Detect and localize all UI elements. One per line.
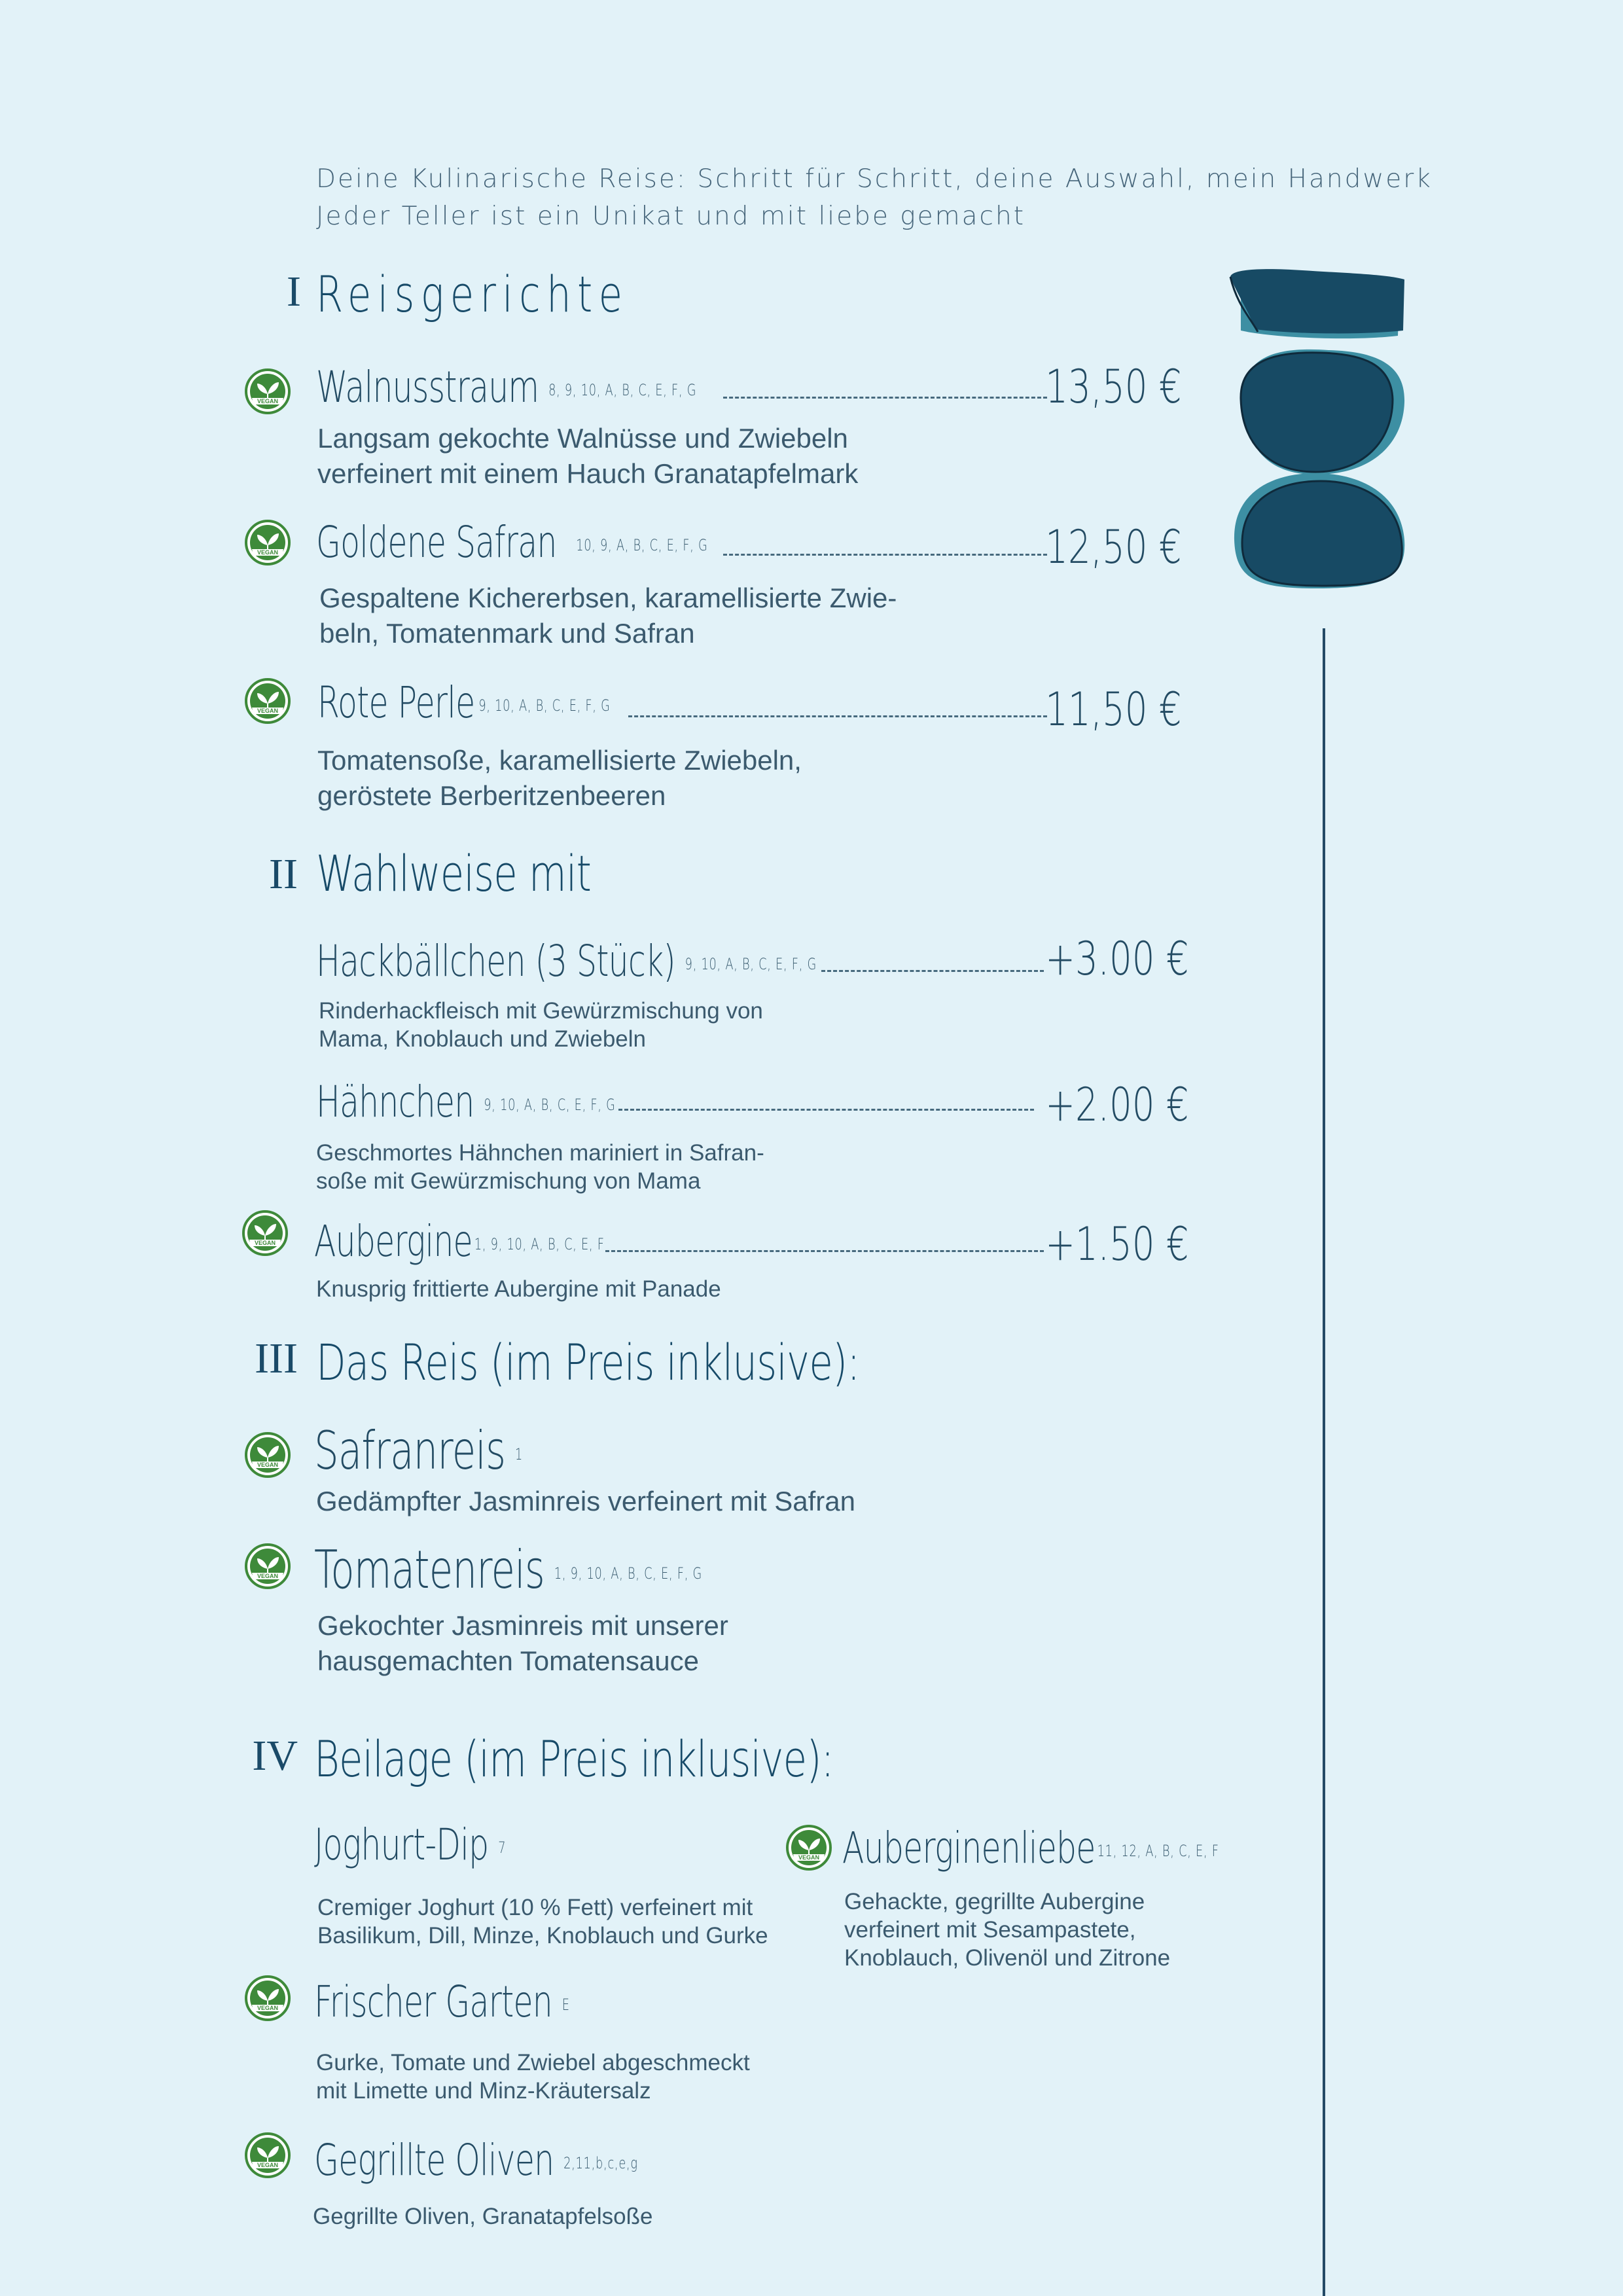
item-frischer-garten-name: Frischer Garten E (314, 1977, 570, 2027)
dotted-leader (723, 554, 1047, 556)
vegan-icon (244, 1431, 291, 1479)
item-auberginenliebe-name: Auberginenliebe 11, 12, A, B, C, E, F (842, 1823, 1219, 1873)
item-frischer-garten-description: Gurke, Tomate und Zwiebel abgeschmeckt mit Limette und Minz-Kräutersalz (316, 2050, 750, 2104)
vegan-icon (244, 1975, 291, 2022)
item-joghurt-dip-description: Cremiger Joghurt (10 % Fett) verfeinert mit Basilikum, Dill, Minze, Knoblauch und Gurke (317, 1895, 768, 1948)
allergens: 11, 12, A, B, C, E, F (1097, 1842, 1219, 1860)
dotted-leader (605, 1250, 1044, 1252)
vegan-icon (244, 1543, 291, 1590)
item-safranreis-description: Gedämpfter Jasminreis verfeinert mit Safran (316, 1486, 855, 1516)
item-auberginenliebe-description: Gehackte, gegrillte Aubergine verfeinert mit Sesampastete, Knoblauch, Olivenöl und Zitrone (844, 1889, 1171, 1971)
item-hackbaellchen-name: Hackbällchen (3 Stück) 9, 10, A, B, C, E, F, G (316, 936, 817, 986)
item-walnusstraum-price: 13,50 € (1045, 360, 1182, 414)
section-1-number: I (287, 268, 301, 315)
allergens: 2,11,b,c,e,g (563, 2154, 638, 2172)
vegan-icon (244, 2132, 291, 2179)
item-tomatenreis-name: Tomatenreis 1, 9, 10, A, B, C, E, F, G (314, 1539, 702, 1600)
item-walnusstraum-name: Walnusstraum 8, 9, 10, A, B, C, E, F, G (316, 362, 697, 412)
stone-middle (1241, 353, 1393, 472)
item-rote-perle-name: Rote Perle 9, 10, A, B, C, E, F, G (317, 677, 611, 728)
item-goldene-safran-name: Goldene Safran 10, 9, A, B, C, E, F, G (316, 517, 708, 567)
dotted-leader (618, 1109, 1034, 1111)
item-aubergine-name: Aubergine 1, 9, 10, A, B, C, E, F (314, 1216, 605, 1266)
item-goldene-safran-price: 12,50 € (1045, 520, 1182, 574)
dotted-leader (723, 397, 1047, 399)
vegan-icon (244, 519, 291, 566)
allergens: 1, 9, 10, A, B, C, E, F (474, 1235, 605, 1253)
svg-text:VEGAN: VEGAN (257, 2005, 279, 2011)
section-4-title: Beilage (im Preis inklusive): (314, 1730, 834, 1788)
section-3-title: Das Reis (im Preis inklusive): (316, 1333, 860, 1391)
item-haehnchen-name: Hähnchen 9, 10, A, B, C, E, F, G (316, 1077, 616, 1127)
svg-text:VEGAN: VEGAN (257, 1573, 279, 1579)
allergens: 9, 10, A, B, C, E, F, G (685, 955, 817, 973)
allergens: 1, 9, 10, A, B, C, E, F, G (554, 1564, 702, 1583)
section-4-number: IV (252, 1732, 298, 1780)
item-walnusstraum-description: Langsam gekochte Walnüsse und Zwiebeln verfeinert mit einem Hauch Granatapfelmark (317, 423, 859, 489)
svg-text:VEGAN: VEGAN (257, 708, 279, 714)
item-gegrillte-oliven-name: Gegrillte Oliven 2,11,b,c,e,g (314, 2135, 638, 2185)
allergens: 1 (514, 1445, 524, 1463)
item-joghurt-dip-name: Joghurt-Dip 7 (314, 1820, 507, 1870)
item-goldene-safran-description: Gespaltene Kichererbsen, karamellisierte Zwie- beln, Tomatenmark und Safran (319, 583, 897, 649)
vegan-icon (785, 1824, 832, 1871)
allergens: 9, 10, A, B, C, E, F, G (478, 696, 611, 715)
section-2-title: Wahlweise mit (316, 844, 592, 903)
allergens: 10, 9, A, B, C, E, F, G (576, 536, 708, 554)
item-rote-perle-price: 11,50 € (1045, 683, 1182, 736)
item-aubergine-price: +1.50 € (1045, 1217, 1189, 1271)
svg-text:VEGAN: VEGAN (257, 398, 279, 404)
svg-text:VEGAN: VEGAN (257, 2162, 279, 2168)
item-haehnchen-description: Geschmortes Hähnchen mariniert in Safran- soße mit Gewürzmischung von Mama (316, 1140, 764, 1194)
vegan-icon (244, 677, 291, 725)
section-3-number: III (255, 1335, 298, 1382)
allergens: 8, 9, 10, A, B, C, E, F, G (548, 381, 697, 399)
item-hackbaellchen-description: Rinderhackfleisch mit Gewürzmischung von Mama, Knoblauch und Zwiebeln (319, 998, 763, 1052)
intro (316, 160, 1433, 235)
item-rote-perle-description: Tomatensoße, karamellisierte Zwiebeln, geröstete Berberitzenbeeren (317, 745, 802, 811)
allergens: 7 (498, 1839, 507, 1857)
section-2-number: II (269, 850, 298, 898)
svg-text:VEGAN: VEGAN (257, 1462, 279, 1468)
svg-text:VEGAN: VEGAN (798, 1854, 820, 1861)
section-1-title: Reisgerichte (316, 265, 629, 323)
dotted-leader (628, 715, 1047, 717)
dotted-leader (821, 970, 1044, 972)
vegan-icon (241, 1210, 289, 1257)
item-aubergine-description: Knusprig frittierte Aubergine mit Panade (316, 1276, 721, 1302)
allergens: E (562, 1996, 570, 2014)
item-hackbaellchen-price: +3.00 € (1045, 932, 1189, 986)
vegan-icon (244, 368, 291, 415)
intro-line-1: Deine Kulinarische Reise: Schritt für Schritt, deine Auswahl, mein Handwerk (316, 164, 1433, 194)
vertical-divider (1323, 628, 1325, 2296)
item-safranreis-name: Safranreis 1 (314, 1420, 524, 1481)
intro-line-2: Jeder Teller ist ein Unikat und mit liebe gemacht (316, 202, 1026, 231)
stones-illustration (1224, 265, 1414, 599)
svg-text:VEGAN: VEGAN (254, 1240, 276, 1246)
item-gegrillte-oliven-description: Gegrillte Oliven, Granatapfelsoße (313, 2204, 653, 2229)
stone-top (1230, 269, 1404, 333)
item-haehnchen-price: +2.00 € (1045, 1078, 1189, 1132)
allergens: 9, 10, A, B, C, E, F, G (484, 1096, 616, 1114)
item-tomatenreis-description: Gekochter Jasminreis mit unserer hausgemachten Tomatensauce (317, 1610, 728, 1676)
svg-text:VEGAN: VEGAN (257, 549, 279, 556)
